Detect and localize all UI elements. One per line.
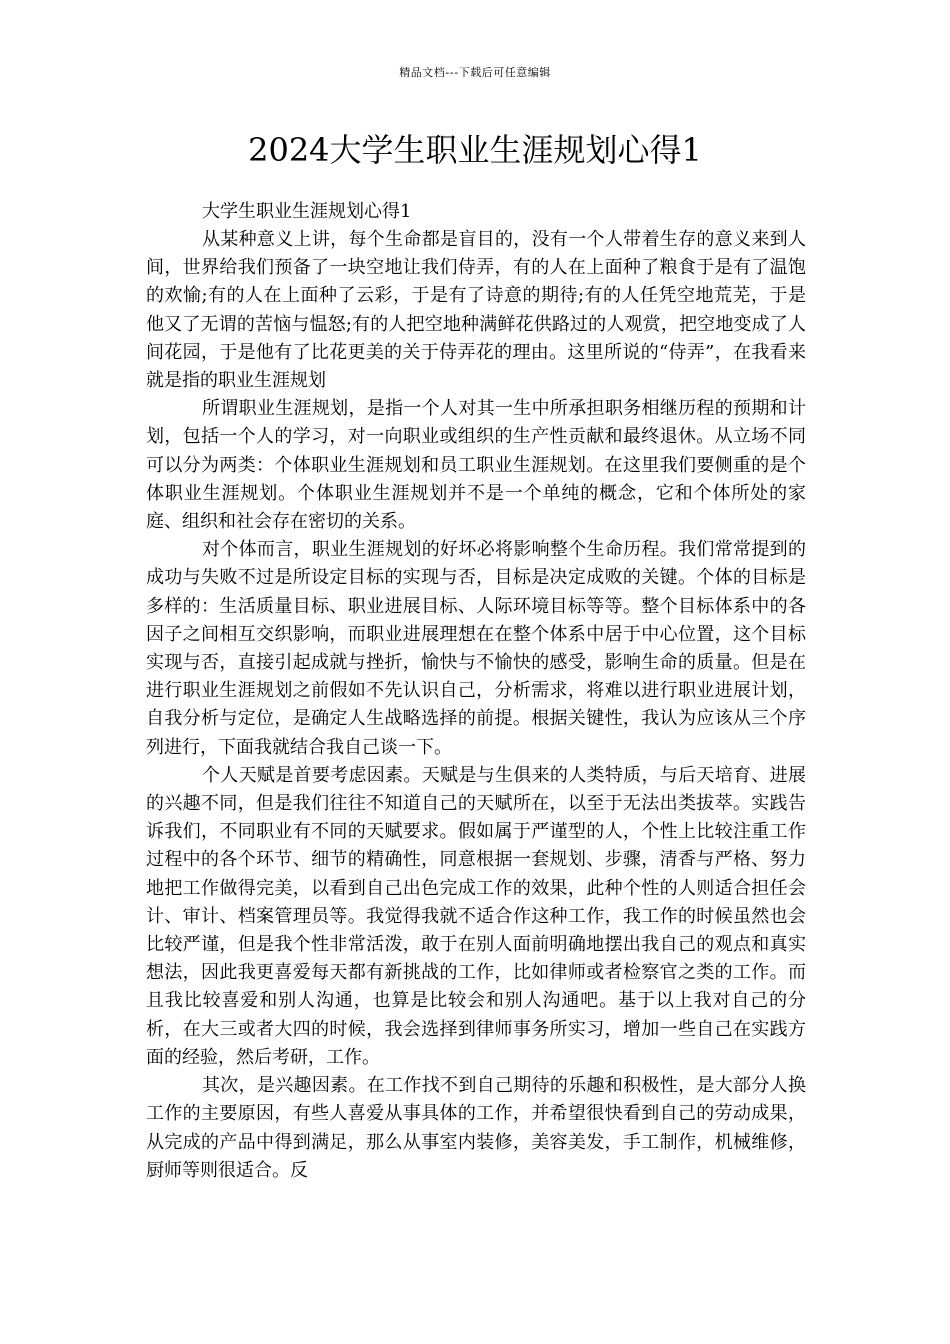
page-header-note: 精品文档---下载后可任意编辑 — [399, 66, 551, 79]
paragraph-4: 个人天赋是首要考虑因素。天赋是与生俱来的人类特质，与后天培育、进展的兴趣不同，但是我们往往不知道自己的天赋所在，以至于无法出类拔萃。实践告诉我们，不同职业有不同的天赋要求。假如属于严谨型的人，个性上比较注重工作过程中的各个环节、细节的精确性，同意根据一套规划、步骤，清香与严格、努力地把工作做得完美，以看到自己出色完成工作的效果，此种个性的人则适合担任会计、审计、档案管理员等。我觉得我就不适合作这种工作，我工作的时候虽然也会比较严谨，但是我个性非常活泼，敢于在别人面前明确地摆出我自己的观点和真实想法，因此我更喜爱每天都有新挑战的工作，比如律师或者检察官之类的工作。而且我比较喜爱和别人沟通，也算是比较会和别人沟通吧。基于以上我对自己的分析，在大三或者大四的时候，我会选择到律师事务所实习，增加一些自己在实践方面的经验，然后考研，工作。 — [146, 764, 806, 1068]
document-subtitle: 大学生职业生涯规划心得1 — [202, 201, 412, 222]
paragraph-3: 对个体而言，职业生涯规划的好坏必将影响整个生命历程。我们常常提到的成功与失败不过是所设定目标的实现与否，目标是决定成败的关键。个体的目标是多样的：生活质量目标、职业进展目标、人际环境目标等等。整个目标体系中的各因子之间相互交织影响，而职业进展理想在在整个体系中居于中心位置，这个目标实现与否，直接引起成就与挫折，愉快与不愉快的感受，影响生命的质量。但是在进行职业生涯规划之前假如不先认识自己，分析需求，将难以进行职业进展计划，自我分析与定位，是确定人生战略选择的前提。根据关键性，我认为应该从三个序列进行，下面我就结合我自己谈一下。 — [146, 539, 806, 758]
paragraph-1: 从某种意义上讲，每个生命都是盲目的，没有一个人带着生存的意义来到人间，世界给我们预备了一块空地让我们侍弄，有的人在上面种了粮食于是有了温饱的欢愉;有的人在上面种了云彩，于是有了诗意的期待;有的人任凭空地荒芜，于是他又了无谓的苦恼与愠怒;有的人把空地种满鲜花供路过的人观赏，把空地变成了人间花园，于是他有了比花更美的关于侍弄花的理由。这里所说的“侍弄”，在我看来就是指的职业生涯规划 — [146, 229, 806, 392]
document-title: 2024大学生职业生涯规划心得1 — [248, 131, 702, 169]
document-body — [146, 198, 806, 1185]
paragraph-2: 所谓职业生涯规划，是指一个人对其一生中所承担职务相继历程的预期和计划，包括一个人的学习，对一向职业或组织的生产性贡献和最终退休。从立场不同可以分为两类：个体职业生涯规划和员工职业生涯规划。在这里我们要侧重的是个体职业生涯规划。个体职业生涯规划并不是一个单纯的概念，它和个体所处的家庭、组织和社会存在密切的关系。 — [146, 398, 806, 533]
paragraph-5: 其次，是兴趣因素。在工作找不到自己期待的乐趣和积极性，是大部分人换工作的主要原因，有些人喜爱从事具体的工作，并希望很快看到自己的劳动成果，从完成的产品中得到满足，那么从事室内装修，美容美发，手工制作，机械维修，厨师等则很适合。反 — [146, 1075, 806, 1181]
